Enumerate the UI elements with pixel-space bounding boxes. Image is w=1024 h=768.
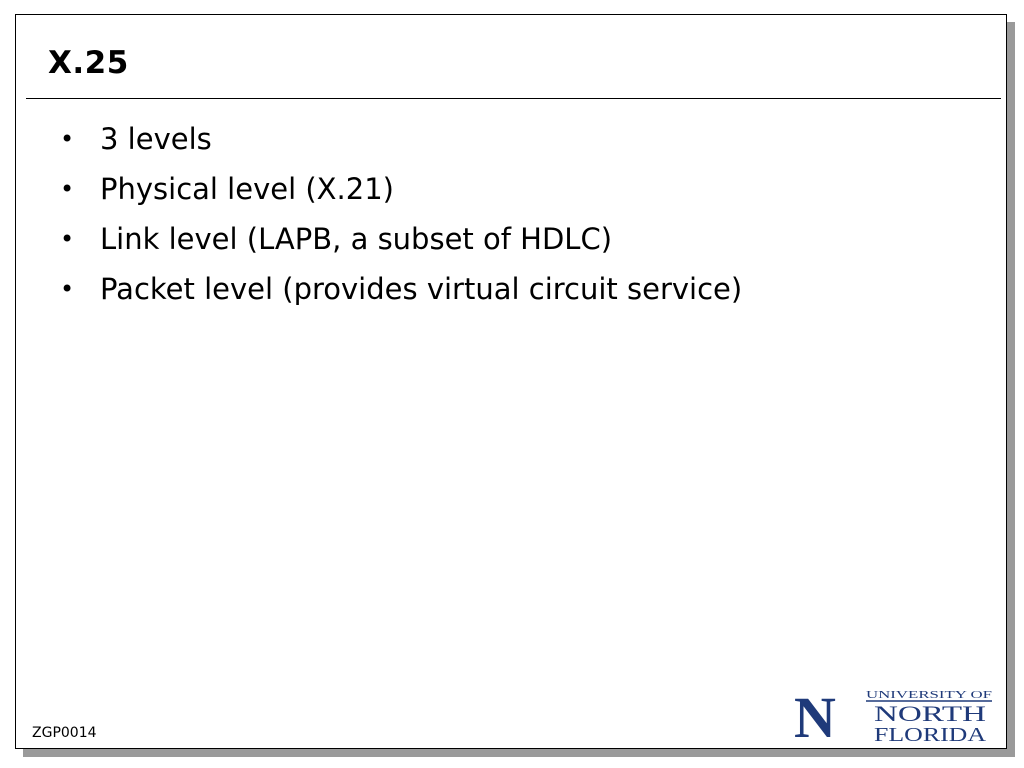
slide-code: ZGP0014 [32, 725, 97, 741]
logo-line1: UNIVERSITY OF [866, 689, 992, 701]
bullet-text: Physical level (X.21) [100, 172, 394, 206]
bullet-marker: • [60, 275, 75, 303]
slide [15, 14, 1007, 749]
bullet-item [60, 169, 742, 219]
logo-line3: FLORIDA [874, 724, 987, 743]
bullet-marker: • [60, 225, 75, 253]
bullet-marker: • [60, 175, 75, 203]
bullet-text: Packet level (provides virtual circuit service) [100, 272, 743, 306]
bullet-text: Link level (LAPB, a subset of HDLC) [100, 222, 613, 256]
bullet-list [60, 119, 742, 319]
bullet-item [60, 219, 742, 269]
slide-title: X.25 [48, 45, 129, 81]
bullet-text: 3 levels [100, 122, 212, 156]
title-divider [26, 98, 1001, 99]
university-logo [794, 687, 994, 743]
bullet-marker: • [60, 125, 75, 153]
logo-line2: NORTH [874, 701, 987, 726]
bullet-item [60, 269, 742, 319]
logo-letter: N [794, 687, 836, 743]
bullet-item [60, 119, 742, 169]
